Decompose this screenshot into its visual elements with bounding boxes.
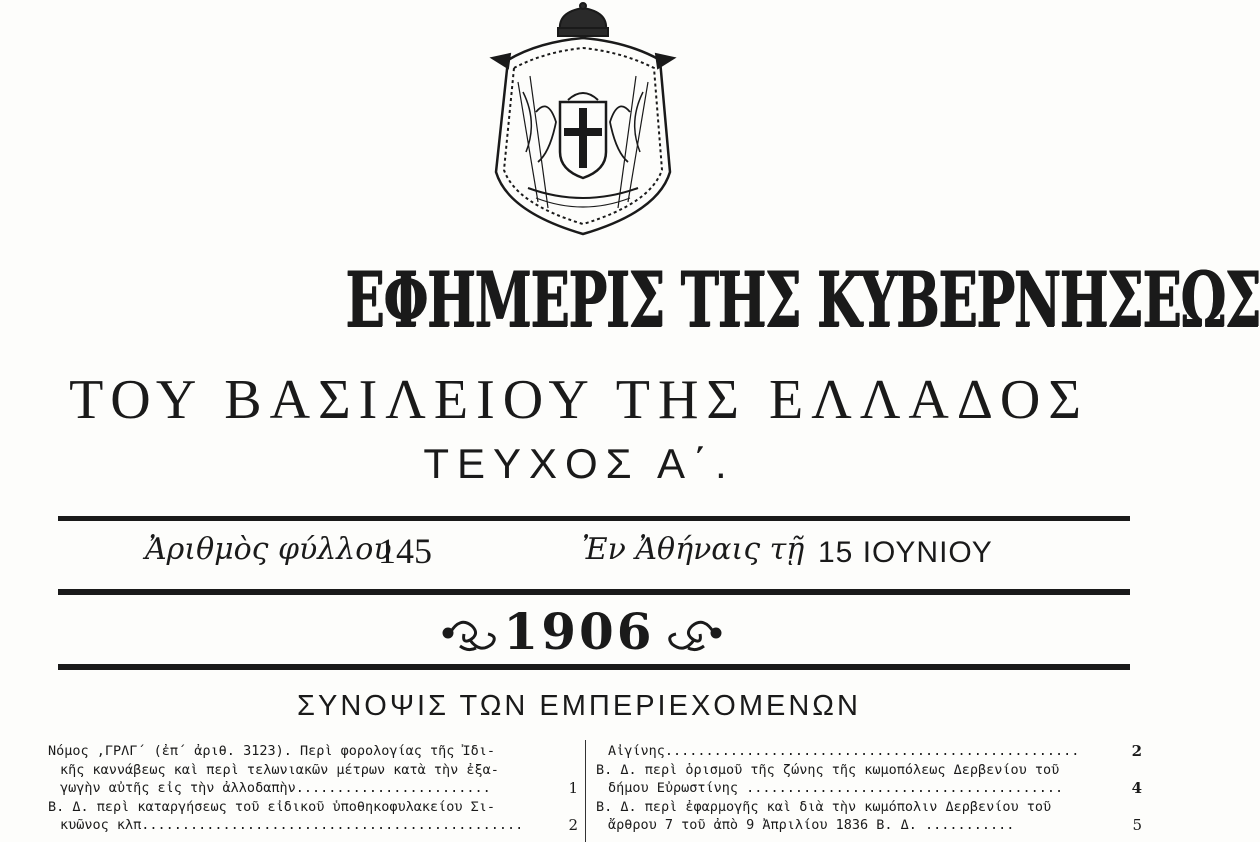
sheet-number-label: Ἀριθμὸς φύλλου [145,532,392,567]
toc-line: γωγὴν αὐτῆς εἰς τὴν ἀλλοδαπὴν........................ [60,780,491,796]
toc-line: Β. Δ. περὶ ἐφαρμογῆς καὶ διὰ τὴν κωμόπολιν Δερβενίου τοῦ [596,798,1052,815]
sheet-number: 145 [378,531,432,571]
toc-line: δήμου Εὐρωστίνης ....................................... [608,780,1064,796]
toc-left-column [48,742,578,835]
middle-rule [58,589,1130,595]
toc-entry [596,742,1142,761]
toc-page-number: 5 [1132,815,1142,834]
toc-line: κῆς καννάβεως καὶ περὶ τελωνιακῶν μέτρων κατὰ τὴν ἐξα- [60,761,499,778]
summary-heading: ΣΥΝΟΨΙΣ ΤΩΝ ΕΜΠΕΡΙΕΧΟΜΕΝΩΝ [297,690,861,722]
toc-entry [596,761,1142,798]
year: 1906 [503,602,655,661]
toc-right-column [596,742,1142,835]
bottom-rule [58,664,1130,670]
gazette-subtitle: ΤΟΥ ΒΑΣΙΛΕΙΟΥ ΤΗΣ ΕΛΛΑΔΟΣ [69,369,1089,431]
toc-entry [596,798,1142,835]
toc-page-number: 2 [1131,742,1142,760]
toc-page-number: 1 [568,779,578,797]
coat-of-arms-emblem [478,2,688,240]
gazette-title: ΕΦΗΜΕΡΙΣ ΤΗΣ ΚΥΒΕΡΝΗΣΕΩΣ [345,255,1260,344]
toc-line: Αἰγίνης................................................... [608,743,1080,759]
toc-page-number: 4 [1131,778,1142,797]
top-rule [58,516,1130,521]
toc-entry [48,798,578,835]
place-label: Ἐν Ἀθήναις τῇ [582,532,805,567]
toc-line: Β. Δ. περὶ καταργήσεως τοῦ εἰδικοῦ ὑποθηκοφυλακείου Σι- [48,798,496,815]
column-divider [585,740,586,842]
issue-date: 15 ΙΟΥΝΙΟΥ [818,536,993,569]
right-ornament-icon [664,608,724,658]
toc-entry [48,742,578,798]
toc-line: κυῶνος κλπ............................................... [60,817,524,833]
toc-line: Β. Δ. περὶ ὁρισμοῦ τῆς ζώνης τῆς κωμοπόλεως Δερβενίου τοῦ [596,761,1060,778]
toc-page-number: 2 [568,815,578,834]
toc-line: ἄρθρου 7 τοῦ ἀπὸ 9 Ἀπριλίου 1836 Β. Δ. ........... [608,817,1015,833]
issue-label: ΤΕΥΧΟΣ Α΄. [423,440,735,487]
toc-line: Νόμος ,ΓΡΛΓ΄ (ἐπ΄ ἀριθ. 3123). Περὶ φορολογίας τῆς Ἰδι- [48,743,496,759]
